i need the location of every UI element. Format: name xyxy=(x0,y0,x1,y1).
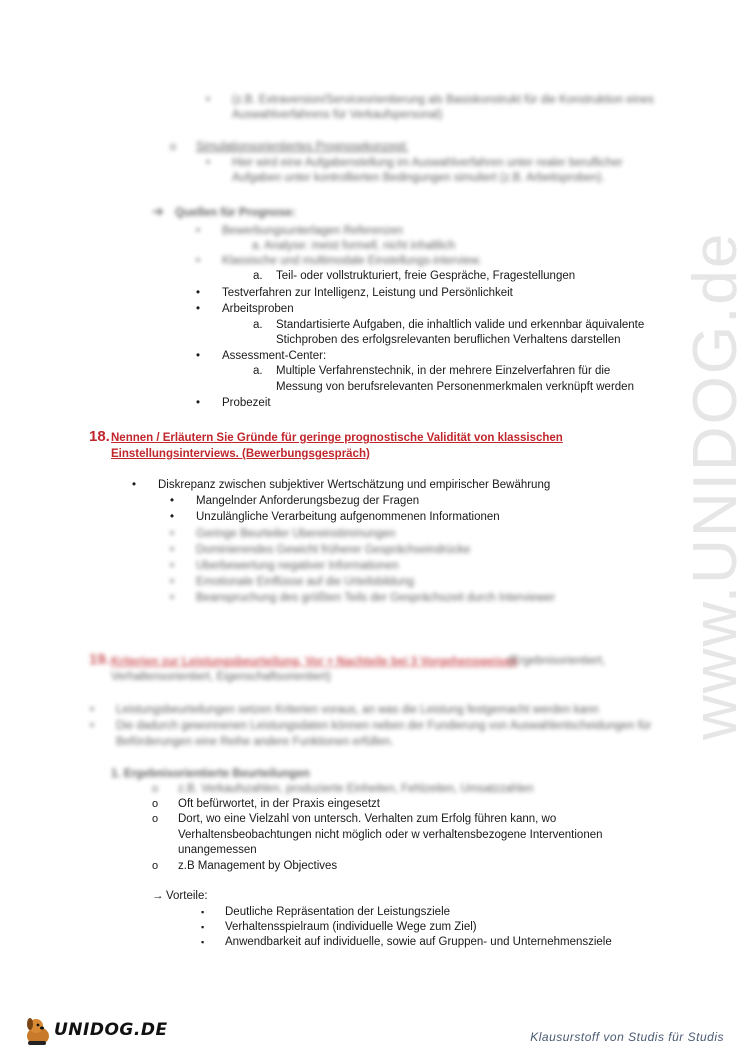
question-title: Einstellungsinterviews. (Bewerbungsgespräch) xyxy=(111,448,370,460)
blurred-line: • Überbewertung negativer Informationen xyxy=(196,559,399,574)
blurred-line: Auswahlverfahrens für Verkaufspersonal) xyxy=(232,109,443,121)
list-item: ▪ Deutliche Repräsentation der Leistungsziele xyxy=(225,905,450,920)
watermark: www.UNIDOG.de xyxy=(681,231,750,740)
list-item: ▪ Verhaltensspielraum (individuelle Wege zum Ziel) xyxy=(225,920,477,935)
blurred-line: • Klassische und multimodale Einstellungs-interview. xyxy=(222,254,482,269)
blurred-line: • Dominierendes Gewicht früherer Gesprächseindrücke xyxy=(196,543,470,558)
question-title: Verhaltensorientiert, Eigenschaftsorientiert) xyxy=(111,671,331,683)
question-title: (Ergebnisorientiert, xyxy=(508,655,606,667)
logo-text: UNIDOG.DE xyxy=(54,1020,168,1040)
blurred-line: Quellen für Prognose: xyxy=(175,207,296,219)
list-item: o z.B Management by Objectives xyxy=(178,859,337,874)
list-item: o Oft befürwortet, in der Praxis eingesetzt xyxy=(178,797,380,812)
blurred-line: • Geringe Beurteiler Übereinstimmungen xyxy=(196,527,395,542)
question-number: 18. xyxy=(89,428,110,445)
list-label: a. xyxy=(253,365,263,377)
list-item: Stichproben des erfolgsrelevanten beruflichen Verhaltens darstellen xyxy=(276,334,621,346)
blurred-line: • Beanspruchung des größten Teils der Gesprächszeit durch Interviewer xyxy=(196,591,555,606)
list-item: • Unzulängliche Verarbeitung aufgenommenen Informationen xyxy=(196,510,500,525)
blurred-line: • Hier wird eine Aufgabenstellung im Auswahlverfahren unter realer beruflicher xyxy=(232,156,623,171)
footer-tagline: Klausurstoff von Studis für Studis xyxy=(530,1030,724,1044)
vorteile-label: Vorteile: xyxy=(166,890,208,902)
list-item: unangemessen xyxy=(178,844,257,856)
blurred-line: o Simulationsorientiertes Prognosekonzept: xyxy=(196,140,408,155)
list-item: • Assessment-Center: xyxy=(222,349,326,364)
list-item: Verhaltensbeobachtungen nicht möglich oder w verhaltensbezogene Interventionen xyxy=(178,829,603,841)
arrow-icon: ➔ xyxy=(152,203,164,219)
list-item: Teil- oder vollstrukturiert, freie Gespräche, Fragestellungen xyxy=(276,270,576,282)
blurred-line: Aufgaben unter kontrollierten Bedingungen simuliert (z.B. Arbeitsproben). xyxy=(232,172,605,184)
list-item: o Dort, wo eine Vielzahl von untersch. Verhalten zum Erfolg führen kann, wo xyxy=(178,812,556,827)
blurred-line: • Leistungsbeurteilungen setzen Kriterien voraus, an was die Leistung festgemacht werden kann xyxy=(116,703,599,718)
blurred-line: o z.B. Verkaufszahlen, produzierte Einheiten, Fehlzeiten, Umsatzzahlen xyxy=(178,782,533,797)
list-item: ▪ Anwendbarkeit auf individuelle, sowie auf Gruppen- und Unternehmensziele xyxy=(225,935,612,950)
question-title: Nennen / Erläutern Sie Gründe für geringe prognostische Validität von klassischen xyxy=(111,432,563,444)
list-item: Messung von berufsrelevanten Personenmerkmalen verknüpft werden xyxy=(276,381,634,393)
list-item: • Probezeit xyxy=(222,396,271,411)
list-item: Multiple Verfahrenstechnik, in der mehrere Einzelverfahren für die xyxy=(276,365,611,377)
blurred-line: • Emotionale Einflüsse auf die Urteilsbildung xyxy=(196,575,414,590)
blurred-line: • (z.B. Extraversion/Serviceorientierung als Basiskonstrukt für die Konstruktion eines xyxy=(232,93,654,108)
blurred-line: a. Analyse: meist formell, nicht inhaltlich xyxy=(252,240,456,252)
arrow-icon: → xyxy=(152,890,164,902)
dog-icon xyxy=(22,1016,56,1048)
list-item: Standartisierte Aufgaben, die inhaltlich valide und erkennbar äquivalente xyxy=(276,319,645,331)
list-label: a. xyxy=(253,270,263,282)
question-title: Kriterien zur Leistungsbeurteilung, Vor + Nachteile bei 3 Vorgehensweisen xyxy=(111,656,518,668)
list-item: • Mangelnder Anforderungsbezug der Fragen xyxy=(196,494,419,509)
blurred-line: • Die dadurch gewonnenen Leistungsdaten können neben der Fundierung von Auswahlentscheidungen für xyxy=(116,719,651,734)
blurred-line: 1. Ergebnisorientierte Beurteilungen xyxy=(111,768,310,780)
blurred-line: Beförderungen eine Reihe andere Funktionen erfüllen. xyxy=(116,736,394,748)
list-item: • Arbeitsproben xyxy=(222,302,294,317)
blurred-line: • Bewerbungsunterlagen Referenzen xyxy=(222,224,403,239)
list-item: • Testverfahren zur Intelligenz, Leistung und Persönlichkeit xyxy=(222,286,513,301)
unidog-logo[interactable] xyxy=(22,1016,168,1048)
list-label: a. xyxy=(253,319,263,331)
list-item: • Diskrepanz zwischen subjektiver Wertschätzung und empirischer Bewährung xyxy=(158,478,550,493)
question-number: 19. xyxy=(89,651,110,668)
